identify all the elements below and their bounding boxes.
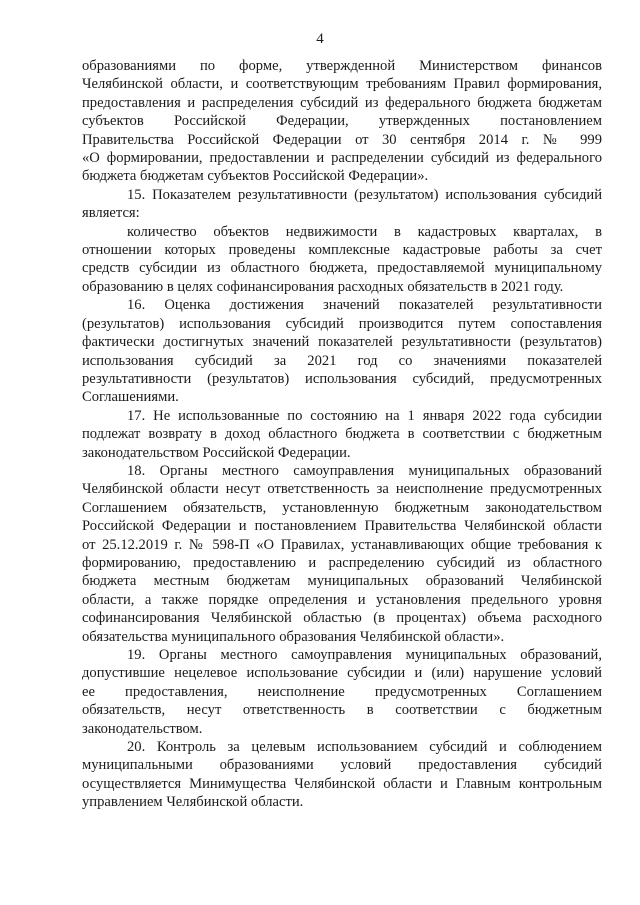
paragraph-line: количество объектов недвижимости в кадастровых кварталах, в xyxy=(127,223,602,240)
paragraph-line: предоставления и распределения субсидий из федерального бюджета бюджетам xyxy=(82,94,602,111)
paragraph-line: Челябинской области, и соответствующим требованиям Правил формирования, xyxy=(82,76,602,93)
paragraph-line: фактически достигнутых значений показателей результативности (результатов) xyxy=(82,334,602,351)
paragraph-line: бюджета бюджетам субъектов Российской Федерации». xyxy=(82,168,429,185)
paragraph-line: является: xyxy=(82,205,140,222)
paragraph-line: управлением Челябинской области. xyxy=(82,794,304,811)
paragraph-line: обязательств, несут ответственность в соответствии с бюджетным xyxy=(82,702,602,719)
paragraph-line: 16. Оценка достижения значений показателей результативности xyxy=(127,297,602,314)
paragraph-line: Российской Федерации и постановлением Правительства Челябинской области xyxy=(82,518,602,535)
paragraph xyxy=(82,646,602,738)
paragraph-line: Челябинской области несут ответственность за неисполнение предусмотренных xyxy=(82,481,602,498)
document-body xyxy=(82,57,602,812)
paragraph-line: 17. Не использованные по состоянию на 1 января 2022 года субсидии xyxy=(127,407,602,424)
paragraph-line: бюджета местным бюджетам муниципальных образований Челябинской xyxy=(82,573,602,590)
paragraph-line: допустившие нецелевое использование субсидии и (или) нарушение условий xyxy=(82,665,602,682)
paragraph-line: результативности (результатов) использования субсидий, предусмотренных xyxy=(82,370,602,387)
paragraph-line: образованиями по форме, утвержденной Министерством финансов xyxy=(82,58,602,74)
paragraph-line: области, а также порядке определения и установления предельного уровня xyxy=(82,591,602,608)
paragraph xyxy=(82,462,602,646)
paragraph-line: субъектов Российской Федерации, утвержденных постановлением xyxy=(82,113,602,130)
paragraph-line: формированию, предоставлению и распределению субсидий из областного xyxy=(82,554,602,571)
paragraph xyxy=(82,186,602,223)
paragraph-line: Правительства Российской Федерации от 30 сентября 2014 г. № 999 xyxy=(82,131,602,148)
paragraph-line: законодательством. xyxy=(82,720,203,737)
paragraph-line: 20. Контроль за целевым использованием субсидий и соблюдением xyxy=(127,739,602,756)
paragraph-line: Соглашением обязательств, установленную бюджетным законодательством xyxy=(82,499,602,516)
paragraph-line: подлежат возврату в доход областного бюджета в соответствии с бюджетным xyxy=(82,426,602,443)
paragraph-line: софинансирования Челябинской областью (в процентах) объема расходного xyxy=(82,610,602,627)
paragraph xyxy=(82,738,602,812)
paragraph-line: «О формировании, предоставлении и распределении субсидий из федерального xyxy=(82,150,602,167)
paragraph xyxy=(82,223,602,297)
paragraph-line: использования субсидий за 2021 год со значениями показателей xyxy=(82,352,602,369)
paragraph xyxy=(82,407,602,462)
paragraph xyxy=(82,57,602,186)
paragraph xyxy=(82,296,602,406)
page-number: 4 xyxy=(316,31,324,47)
paragraph-line: ее предоставления, неисполнение предусмотренных Соглашением xyxy=(82,683,602,700)
paragraph-line: Соглашениями. xyxy=(82,389,179,406)
paragraph-line: законодательством Российской Федерации. xyxy=(82,444,351,461)
paragraph-line: отношении которых проведены комплексные кадастровые работы за счет xyxy=(82,242,602,259)
paragraph-line: 19. Органы местного самоуправления муниципальных образований, xyxy=(127,647,602,663)
paragraph-line: образованию в целях софинансирования расходных обязательств в 2021 году. xyxy=(82,278,564,295)
paragraph-line: осуществляется Минимущества Челябинской области и Главным контрольным xyxy=(82,775,602,792)
paragraph-line: 15. Показателем результативности (результатом) использования субсидий xyxy=(127,186,602,203)
paragraph-line: средств субсидии из областного бюджета, предоставляемой муниципальному xyxy=(82,260,602,277)
paragraph-line: обязательства муниципального образования Челябинской области». xyxy=(82,628,505,645)
paragraph-line: 18. Органы местного самоуправления муниципальных образований xyxy=(127,462,602,479)
paragraph-line: муниципальными образованиями условий предоставления субсидий xyxy=(82,757,602,774)
paragraph-line: (результатов) использования субсидий производится путем сопоставления xyxy=(82,315,602,332)
paragraph-line: от 25.12.2019 г. № 598-П «О Правилах, устанавливающих общие требования к xyxy=(82,536,602,553)
